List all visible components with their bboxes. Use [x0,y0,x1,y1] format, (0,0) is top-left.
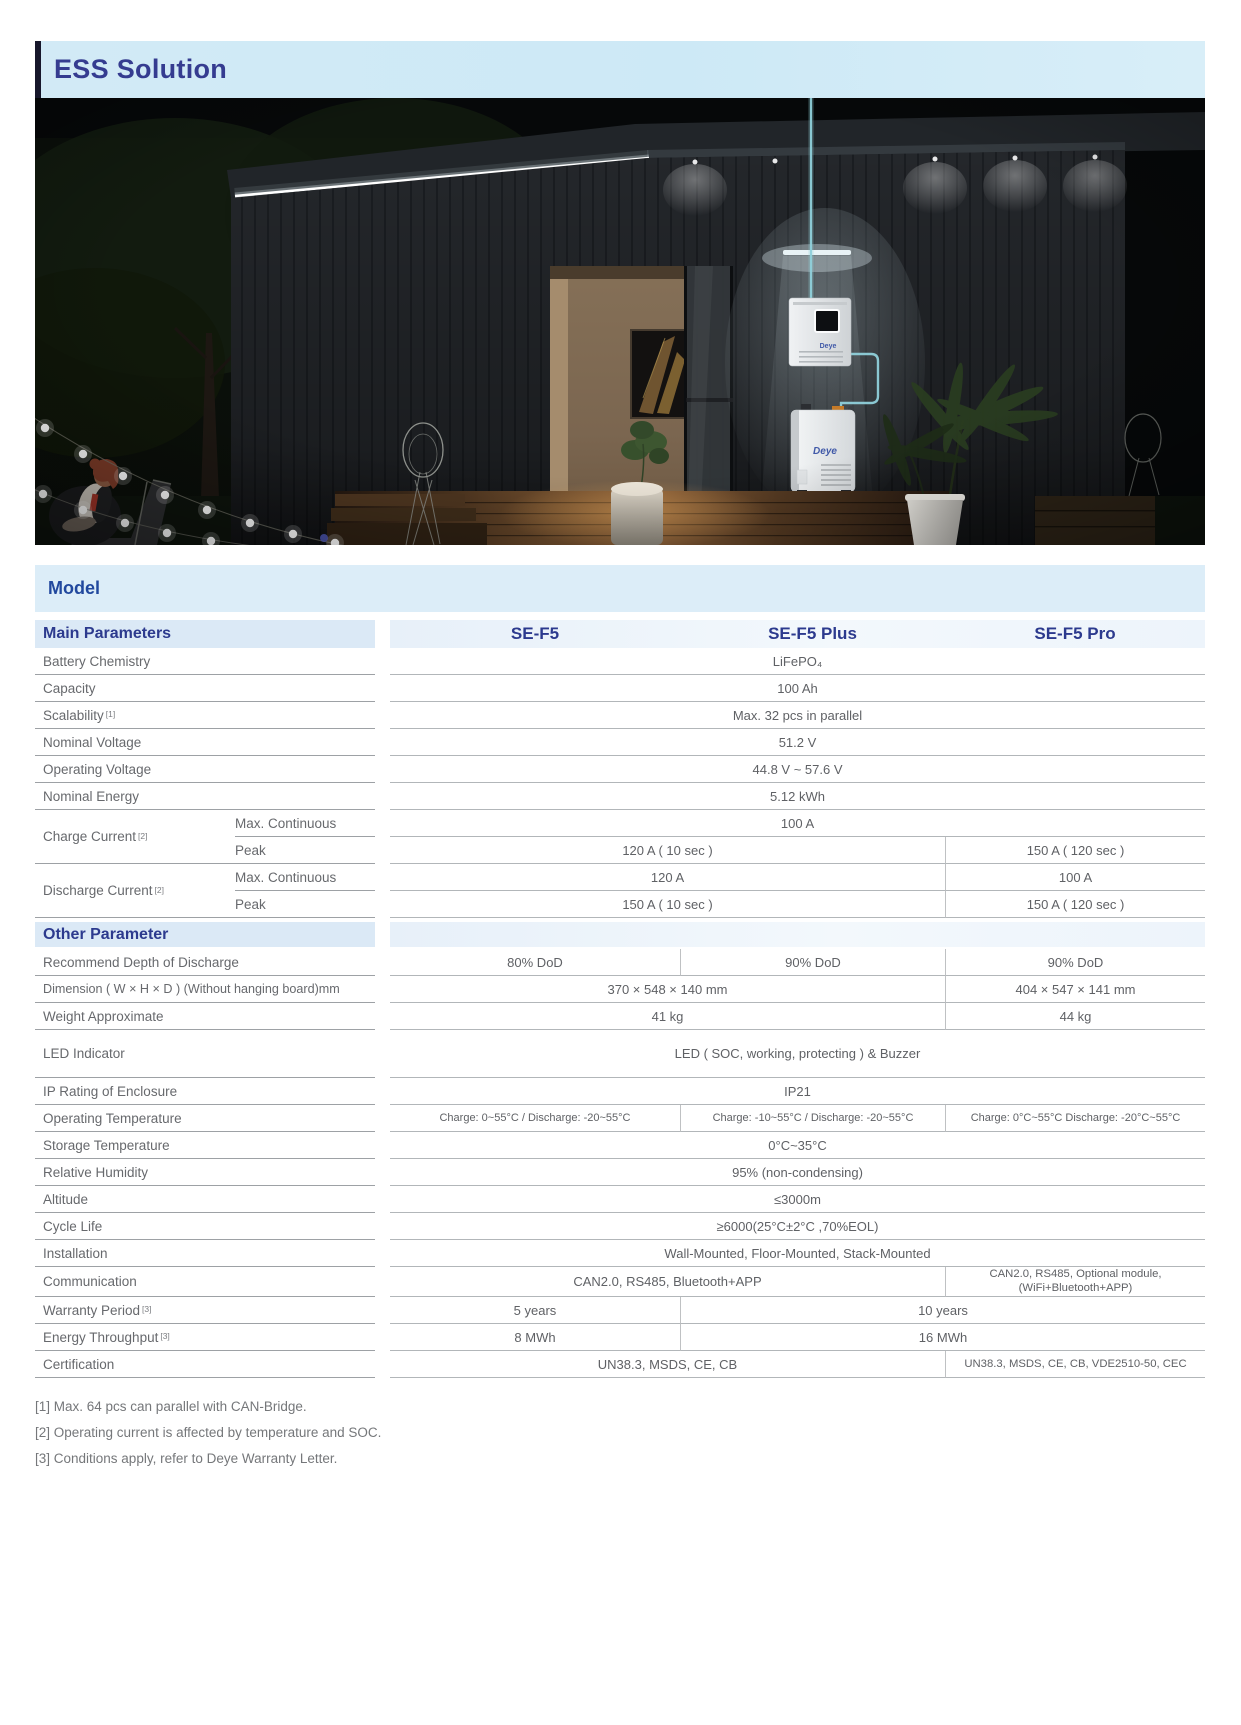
cell-value: 80% DoD [390,949,680,976]
row-label: Installation [35,1240,375,1267]
footnote-ref: [1] [105,709,116,719]
table-row [35,1297,1205,1324]
cell-value: 10 years [680,1297,1205,1324]
row-label: Communication [35,1267,375,1297]
cell-value: Max. 32 pcs in parallel [390,702,1205,729]
cell-value: 5.12 kWh [390,783,1205,810]
cell-value: Charge: -10~55°C / Discharge: -20~55°C [680,1105,945,1132]
row-label: Discharge Current [43,883,153,898]
row-label: Relative Humidity [35,1159,375,1186]
table-row [35,1132,1205,1159]
footnote-ref: [3] [160,1331,170,1341]
table-main-header [35,620,1205,648]
footnote-3: [3] Conditions apply, refer to Deye Warranty Letter. [35,1451,338,1466]
cell-value: 150 A ( 120 sec ) [945,891,1205,918]
page-content [35,41,1205,1472]
cell-value: 51.2 V [390,729,1205,756]
subrow-label: Peak [235,891,375,918]
hero-scene [35,98,1205,545]
cell-value: 100 A [390,810,1205,837]
cell-value: 44 kg [945,1003,1205,1030]
footnote-ref: [3] [142,1304,152,1314]
cell-value: 120 A ( 10 sec ) [390,837,945,864]
row-label: IP Rating of Enclosure [35,1078,375,1105]
cell-value: 150 A ( 120 sec ) [945,837,1205,864]
cell-value: 90% DoD [680,949,945,976]
row-label: Warranty Period [43,1302,141,1318]
page-title: ESS Solution [54,54,228,84]
row-label: Scalability [43,707,104,723]
row-label: Nominal Voltage [35,729,375,756]
main-parameters-heading: Main Parameters [35,620,375,648]
table-row [35,756,1205,783]
table-subrow [235,837,1205,864]
row-label: Cycle Life [35,1213,375,1240]
table-row [35,675,1205,702]
table-row [35,1186,1205,1213]
cell-value: CAN2.0, RS485, Optional module, (WiFi+Bluetooth+APP) [945,1267,1205,1297]
row-label: Operating Voltage [35,756,375,783]
table-row [35,1324,1205,1351]
table-subrow [235,891,1205,918]
row-label: Weight Approximate [35,1003,375,1030]
row-label: Capacity [35,675,375,702]
table-row [35,1213,1205,1240]
cell-value: 404 × 547 × 141 mm [945,976,1205,1003]
model-section-header [35,565,1205,612]
cell-value: 90% DoD [945,949,1205,976]
cell-value: Charge: 0~55°C / Discharge: -20~55°C [390,1105,680,1132]
cell-value: ≥6000(25°C±2°C ,70%EOL) [390,1213,1205,1240]
column-header-se-f5-plus: SE-F5 Plus [768,624,857,643]
cell-value: 100 A [945,864,1205,891]
row-label: Certification [35,1351,375,1378]
cell-value: LiFePO₄ [390,648,1205,675]
row-label: Charge Current [43,829,137,844]
footnotes [35,1394,1205,1472]
table-row-group-charge-current [35,810,1205,864]
table-row [35,1267,1205,1297]
table-row [35,1159,1205,1186]
cell-value: Wall-Mounted, Floor-Mounted, Stack-Mounted [390,1240,1205,1267]
cell-value: 0°C~35°C [390,1132,1205,1159]
subrow-label: Max. Continuous [235,810,375,837]
table-row [35,702,1205,729]
cell-value: 16 MWh [680,1324,1205,1351]
cell-value: CAN2.0, RS485, Bluetooth+APP [390,1267,945,1297]
cell-value: 370 × 548 × 140 mm [390,976,945,1003]
subrow-label: Peak [235,837,375,864]
other-parameter-heading: Other Parameter [35,922,375,947]
footnote-ref: [2] [138,830,148,841]
table-row [35,1105,1205,1132]
row-label: Nominal Energy [35,783,375,810]
row-label: Battery Chemistry [35,648,375,675]
table-row [35,949,1205,976]
cell-value: ≤3000m [390,1186,1205,1213]
row-label: Recommend Depth of Discharge [35,949,375,976]
cell-value: LED ( SOC, working, protecting ) & Buzzer [390,1030,1205,1078]
title-band [35,41,1205,98]
table-row [35,1351,1205,1378]
table-row [35,1030,1205,1078]
table-subrow [235,864,1205,891]
cell-value: 41 kg [390,1003,945,1030]
footnote-ref: [2] [154,884,164,895]
cell-value: UN38.3, MSDS, CE, CB, VDE2510-50, CEC [945,1351,1205,1378]
table-subrow [235,810,1205,837]
row-label: LED Indicator [35,1030,375,1078]
table-row [35,976,1205,1003]
cell-value: Charge: 0°C~55°C Discharge: -20°C~55°C [945,1105,1205,1132]
footnote-2: [2] Operating current is affected by temperature and SOC. [35,1425,382,1440]
cell-value: 150 A ( 10 sec ) [390,891,945,918]
cell-value: UN38.3, MSDS, CE, CB [390,1351,945,1378]
hero-image [35,98,1205,545]
vignette [35,98,1205,545]
cell-value: 120 A [390,864,945,891]
table-row [35,729,1205,756]
table-other-header [35,922,1205,947]
cell-value: 100 Ah [390,675,1205,702]
table-row [35,1240,1205,1267]
subrow-label: Max. Continuous [235,864,375,891]
table-row [35,1003,1205,1030]
cell-value: 44.8 V ~ 57.6 V [390,756,1205,783]
column-header-se-f5-pro: SE-F5 Pro [1034,624,1116,643]
footnote-1: [1] Max. 64 pcs can parallel with CAN-Bridge. [35,1399,307,1414]
row-label: Storage Temperature [35,1132,375,1159]
row-label: Dimension ( W × H × D ) (Without hanging board)mm [35,976,375,1003]
row-label: Operating Temperature [35,1105,375,1132]
cell-value: IP21 [390,1078,1205,1105]
row-label: Altitude [35,1186,375,1213]
table-row [35,1078,1205,1105]
model-title: Model [48,578,100,598]
cell-value: 5 years [390,1297,680,1324]
cell-value: 8 MWh [390,1324,680,1351]
table-row-group-discharge-current [35,864,1205,918]
row-label: Energy Throughput [43,1329,159,1345]
table-row [35,648,1205,675]
cell-value: 95% (non-condensing) [390,1159,1205,1186]
table-row [35,783,1205,810]
column-header-se-f5: SE-F5 [510,624,560,643]
